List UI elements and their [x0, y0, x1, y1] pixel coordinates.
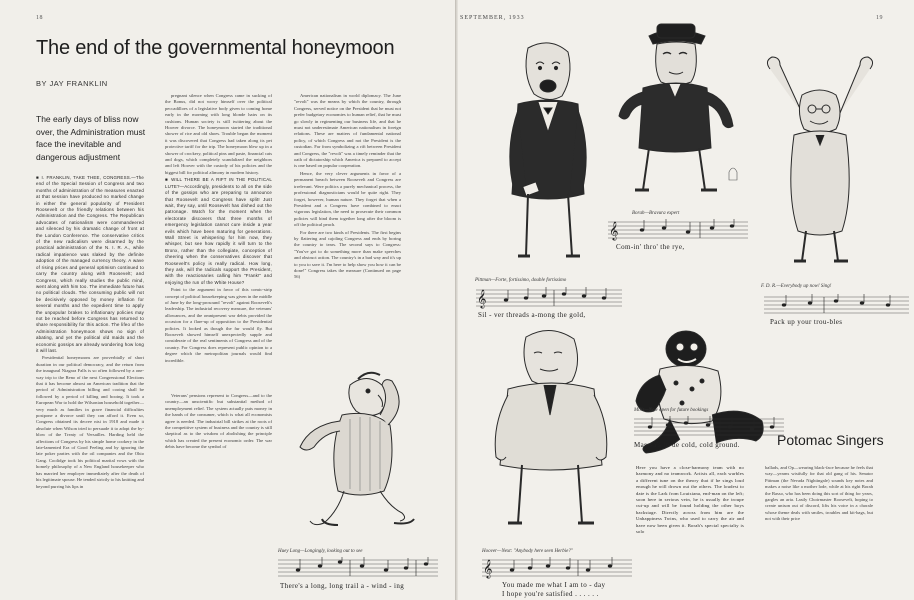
left-page — [0, 0, 456, 600]
article-column-3 — [294, 93, 401, 353]
lyric-fdr: Pack up your trou-bles — [770, 318, 843, 326]
section-heading-paragraph: ■ I. FRANKLIN, TAKE THEE, CONGRESS.—The end of the Special Session of Congress and two months of administration of the measures enacted at that session have produced no marked change in either the general popularity of President Roosevelt or the friendly relations between his Administration and the Congress. The Republican advocates of nationalism were commandeered and silenced by his dramatic change of front at the London Conference. The conservative critics of the new radicalism were disarmed by the practical administration of the N. I. R. A., while radical impatience was slaked by the definite adoption of the managed currency theory. A wave of rising prices and general optimism continued to carry the country along with Roosevelt; and Congress, which really studies the public mind, went along with him too. The immediate future has no political clouds. The consuming public will not be decisively opposed by money inflation for several months and the expedient time to apply the unpopular brakes to inflationary policies may not be reached before Congress has returned to share responsibility for this action. The lifeo of the Administration honeymoon shows no sign of abating, and yet the political old maids and the economic gossips are already wondering how long it will last. — [36, 175, 144, 353]
body-paragraph: Presidential honeymoons are proverbially of short duration in our political democracy, and the return from the inaugural Niagara Falls is so often followed by a one-way trip to the Reno of the next Congressional Elections that it has become almost an American tradition that the period of Administration billing and cooing shall be followed by a period of killing and booing. It took a European War to hold the Wilsonian household together—very much as families in grave financial difficulties postpone a divorce until they can afford it. Even so, Congress obtained its decree nisi in 1918 and made it absolute when Wilson tried to persuade it to adopt the by-blow of the Treaty of Versailles. Harding held the affections of Congress by his simple home cookery in the late-lamented Era of Good Feeling and by ignoring the late poker parties with the oil companies and the Ohio Gang. Coolidge took his political marital vows with the homely philosophy of a New England housekeeper who has married her employer immediately after the death of his legitimate spouse. He tended strictly to his knitting and beyond purring his lips in — [36, 355, 144, 489]
sidebar-text-1: Here you have a close-harmony team with no harmony and no teamwork. Artists all, each warbles a different tune on the theory that if he sings loud enough he will drown out the others. The loudest to date is the Lark from Louisiana, end-man on the left; soon here in serious vein, he is usually the troupe cut-up and will be found holding the other boys backstage. Directly across from him are the Unhappiness Twins, who used to carry the air and have now been given it. Borah's special specialty is solo — [636, 465, 744, 535]
caption-fdr: F. D. R.—Everybody up now! Sing! — [761, 284, 832, 289]
svg-text:𝄞: 𝄞 — [483, 559, 493, 578]
caption-pittman: Pittman—Forte, fortissimo, double fortissimo — [475, 278, 567, 283]
page-number-left: 18 — [36, 15, 43, 21]
music-staff-borah — [608, 219, 748, 241]
lyric-hoover-line-1: You made me what I am to - day — [502, 581, 606, 589]
article-column-1 — [36, 175, 144, 593]
caption-huey-long: Huey Long—Longingly, looking out to see — [278, 549, 363, 554]
lyric-mills: Mas-sa's in de cold, cold ground. — [634, 441, 740, 449]
section-heading-paragraph: ■ WILL THERE BE A RIFT IN THE POLITICAL LUTE?—Accordingly, presidents to all on the side of the gossips who are preparing to announce that Roosevelt and Congress have split! Just wait, they say, until Roosevelt has dished out the patronage. Watch for the moment when the electorate discovers that three months of emergency legislation cannot cure inside a year evils which have been maturing for generations. Wall Street is whispering for him now, they whisper, but see how rapidly it will turn to the Bronx, rather than the collegiate, conception of cheering when the conservatives discover that Roosevelt's policy is really radical. How long, they ask, will the radicals support the President, with the reactionaries calling him "Frank!" and enjoying the run of the White House? — [165, 177, 272, 285]
right-page — [458, 0, 914, 600]
article-column-2-continued — [165, 393, 272, 593]
hoover-caricature — [478, 325, 623, 545]
lyric-huey-long: There's a long, long trail a - wind - ing — [280, 582, 405, 590]
music-staff-huey-long — [278, 557, 438, 579]
sidebar-column-2 — [765, 465, 873, 595]
body-paragraph: For there are two kinds of Presidents. The first begins by flattering and cajoling Congress and ends by boring the country to tears. The second says to Congress: "You've got to do something more than make speeches and obstruct action. The country's in a bad way and it's up to you to save it. I'm here to help show you how it can be done!" Congress takes the measure (Continued on page 56) — [294, 229, 401, 280]
music-staff-pittman — [476, 287, 622, 309]
borah-caricature — [613, 22, 738, 202]
lyric-pittman: Sil - ver threads a-mong the gold, — [478, 311, 586, 319]
body-paragraph: Veterans' pensions represent to Congress—and to the country—an unscientific but substantial method of unemployment relief. The system actually puts money in the hands of the consumer, which is what all economists agree is needed. The industrial bill strikes at the roots of the competitive system of business and the country is still skeptical as to the wisdom of abolishing the principle which has created the present economic order. The war debts have become the symbol of — [165, 393, 272, 450]
sidebar-text-2: ballads, and Op—wearing black-face because he feels that way—yearns wistfully for that old gang of his. Senator Pittman (the Nevada Nightingale) sounds key notes and makes a noise like a mother lode, while at his right Borah the Basso, who has been doing this sort of thing for years, gargles an aria. Lastly Choirmaster Roosevelt, hoping to create unison out of discord, lifts his voice in a chorale whose theme deals with smiles, troubles and kit-bags, but not with their price — [765, 465, 873, 522]
music-staff-mills — [634, 416, 784, 438]
body-paragraph: American nationalism in world diplomacy. The June "revolt" was the means by which the country, through Congress, served notice on the President that he must not prefer budgetary economies to human relief, that he must go slowly in regimenting our business life, and that he must not underestimate American nationalism in foreign relations. These are matters of fundamental national policy, of which Congress and not the President is the custodian. Far from symbolizing a rift between President and Congress, the "revolt" was a timely reminder that the oath of dictatorship which America is prepared to accept is one based on popular cooperation. — [294, 93, 401, 169]
byline: BY JAY FRANKLIN — [36, 79, 108, 88]
caption-hoover: Hoover—Next: "Anybody here seen Herbie?" — [482, 549, 573, 554]
body-paragraph: pregnant silence when Congress came in sucking of the Bonus, did not worry himself over the political peccadilloes of a legislative body given to coming home early in the morning with long blonde hairs on its cushions. Human society is still twittering about the Hoover divorce. The honeymoon started the traditional shower of rice and old shoes. Trouble began the moment it was discovered that Congress had taken along its pet protective tariff for the trip. The honeymoon blew up in a shower of crockery, political pins and paste, financial cats and dogs, which completely scandalized the neighbors and left Hoover with the custody of his policies and the biggest bill for political alimony in modern history. — [165, 93, 272, 175]
fdr-caricature — [750, 55, 890, 270]
svg-text:𝄞: 𝄞 — [609, 221, 619, 240]
lyric-hoover-line-2: I hope you're satisfied . . . . . . — [502, 590, 599, 598]
section-title-potomac-singers: Potomac Singers — [777, 432, 884, 448]
lyric-borah: Com-in' thro' the rye, — [616, 243, 685, 251]
music-staff-hoover — [482, 557, 632, 579]
svg-text:𝄞: 𝄞 — [477, 289, 487, 308]
article-deck: The early days of bliss now over, the Administration must face the inevitable and dangerous adjustment — [36, 114, 146, 162]
body-paragraph: Hence, the very clever arguments in favor of a permanent breach between Roosevelt and Congress are irrelevant. Were politics a purely mechanical process, the professional diagnosticians would be quite right. They forget, however, human nature. They forget that when a President and a Congress have combined to enact vigorous legislation, the need to prosecute their common policies will bind them together long after the bloom is off the political peach. — [294, 170, 401, 228]
music-staff-fdr — [764, 294, 909, 316]
huey-long-caricature — [280, 365, 430, 535]
sidebar-column-1 — [636, 465, 744, 595]
article-column-2 — [165, 93, 272, 393]
mills-caricature — [630, 325, 780, 460]
body-paragraph: Point to the argument in favor of this comic-strip concept of political housekeeping was given in the middle of June by the long-prosound "revolt" against Roosevelt's leadership. The industrial recovery measure, the veterans' allowances, and the omnipresent war debts provided the occasion for a flare-up of opposition to the Presidential policies. It looked as though the fur would fly. But Roosevelt showed himself unexpectedly supple and considerate of the real sentiments of Congress and of the country. For Congress does represent public opinion to a degree which the metropolitan journals would find incredible. — [165, 287, 272, 363]
pittman-caricature — [498, 38, 598, 273]
artist-credit — [866, 268, 867, 272]
page-number-right: 19 — [876, 15, 883, 21]
caption-borah: Borah—Bravura expert — [632, 211, 680, 216]
caption-mills: Mills—Now open for future bookings — [634, 408, 709, 413]
article-title: The end of the governmental honeymoon — [36, 37, 395, 59]
running-head-text: SEPTEMBER, 1933 — [460, 15, 525, 21]
